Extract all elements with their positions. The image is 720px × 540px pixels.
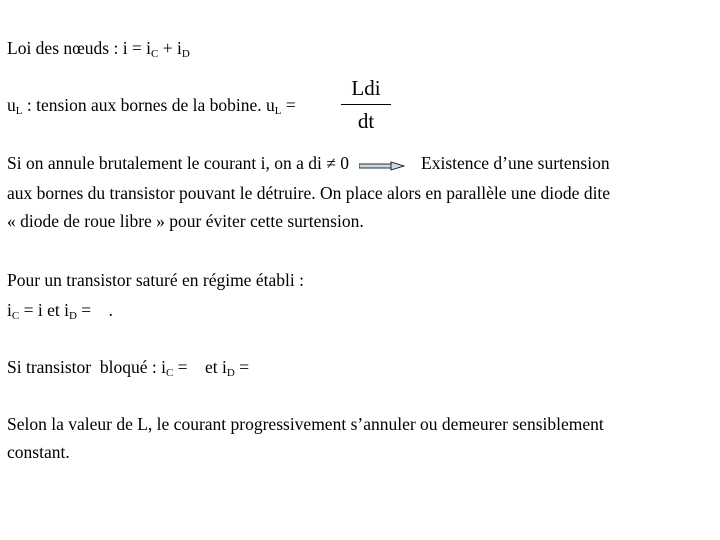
sub: D xyxy=(181,48,190,60)
denominator: dt xyxy=(357,109,375,133)
sub: C xyxy=(11,310,20,322)
fraction-ldi-dt xyxy=(341,74,391,135)
text: u xyxy=(7,95,16,115)
text: = i et i xyxy=(19,300,69,320)
text: Si transistor bloqué : i xyxy=(7,357,166,377)
blocked-currents xyxy=(7,357,249,383)
paragraph-line: constant. xyxy=(7,442,70,462)
sub: C xyxy=(151,48,159,60)
surge-line xyxy=(7,153,610,175)
paragraph-line: Selon la valeur de L, le courant progressivement s’annuler ou demeurer sensiblement xyxy=(7,414,604,434)
sub: D xyxy=(226,367,235,379)
numerator: Ldi xyxy=(351,76,381,100)
fraction-bar xyxy=(341,104,391,105)
paragraph-line: « diode de roue libre » pour éviter cette surtension. xyxy=(7,211,364,231)
text: i xyxy=(7,300,12,320)
sub: C xyxy=(165,367,174,379)
text: = . xyxy=(76,300,114,320)
node-law xyxy=(7,38,190,64)
implies-arrow-icon xyxy=(359,155,405,175)
text: + i xyxy=(158,38,182,58)
text: = xyxy=(281,95,296,115)
saturated-currents xyxy=(7,300,113,326)
text: = xyxy=(234,357,250,377)
text: ≠ 0 xyxy=(326,153,350,173)
sub: L xyxy=(15,105,23,117)
paragraph-line: Pour un transistor saturé en régime établi : xyxy=(7,270,304,290)
sub: L xyxy=(274,105,282,117)
inductor-voltage xyxy=(7,95,296,121)
sub: D xyxy=(68,310,77,322)
text: Loi des nœuds : i = i xyxy=(7,38,152,58)
text: Si on annule brutalement le courant i, on a di xyxy=(7,153,327,173)
text: Existence d’une surtension xyxy=(421,153,610,173)
paragraph-line: aux bornes du transistor pouvant le détruire. On place alors en parallèle une diode dite xyxy=(7,183,611,203)
text: : tension aux bornes de la bobine. u xyxy=(22,95,275,115)
text: = et i xyxy=(173,357,227,377)
